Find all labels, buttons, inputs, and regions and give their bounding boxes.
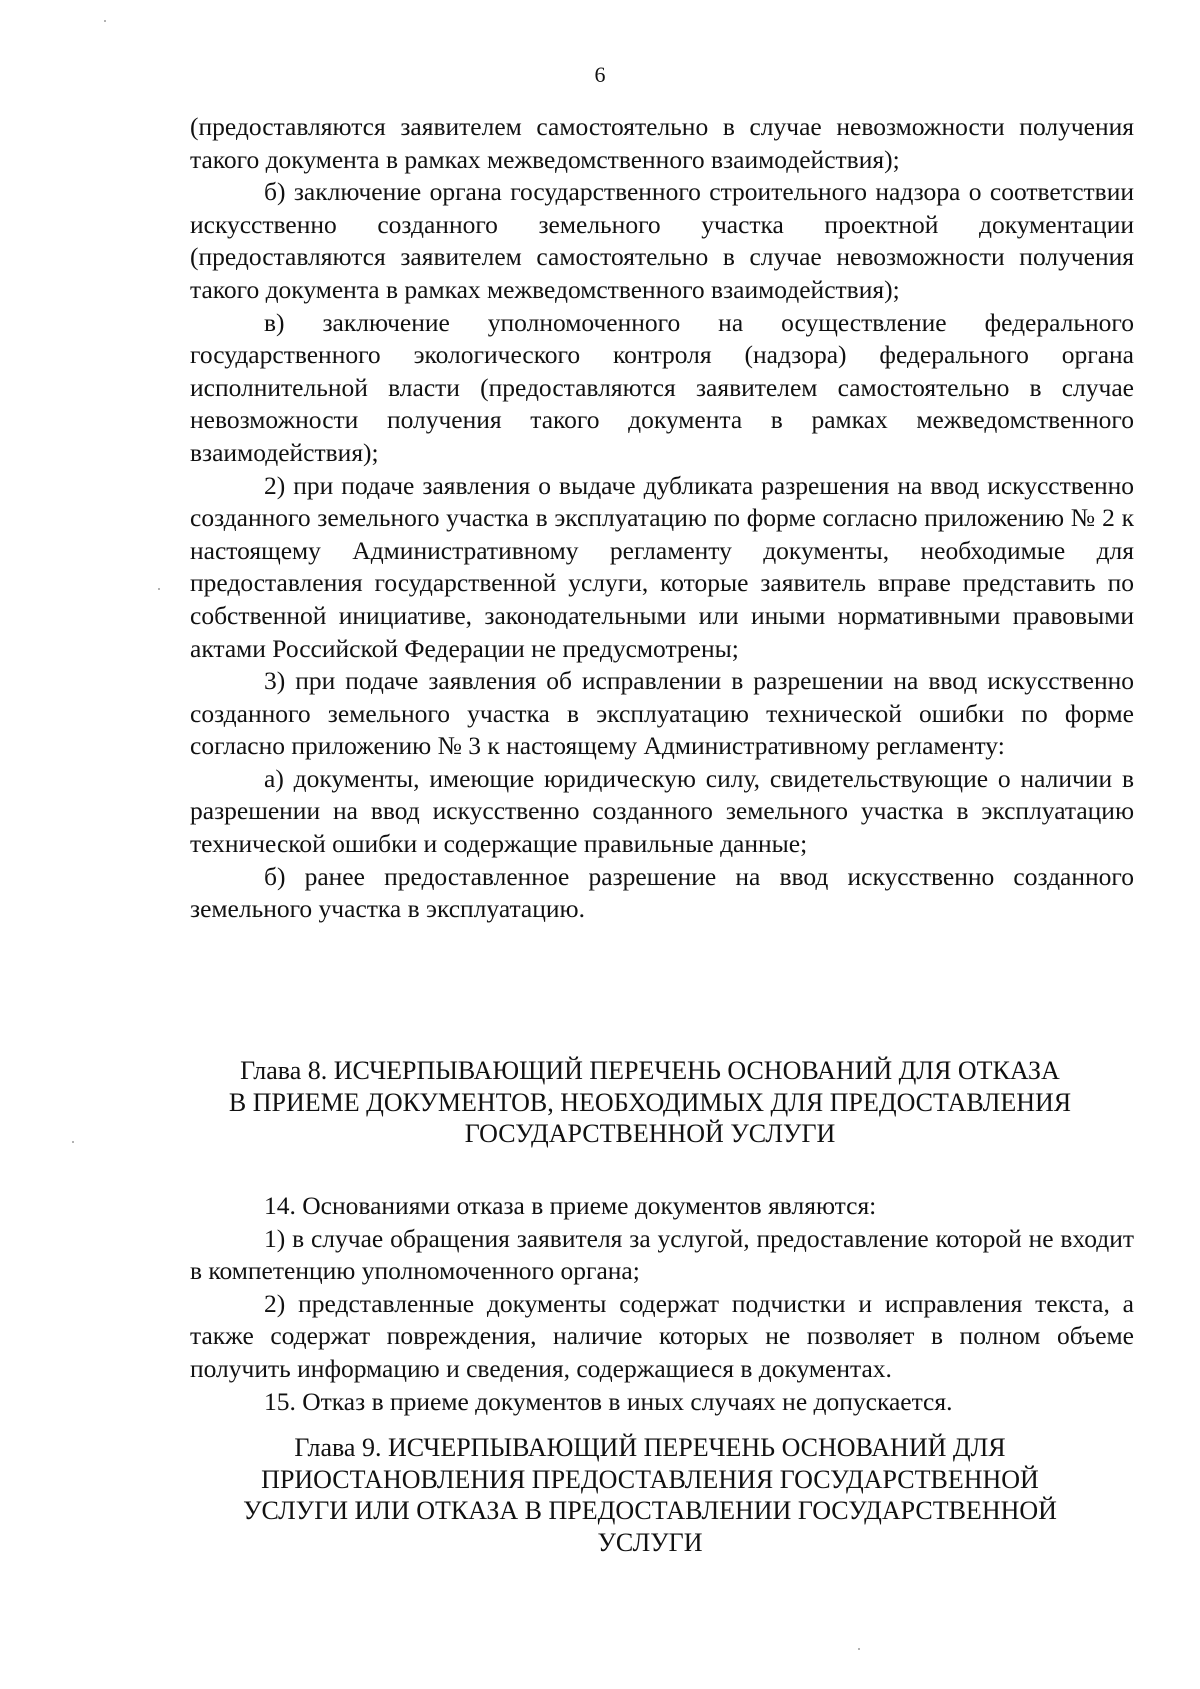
- chapter-8-body: [190, 1190, 1134, 1418]
- paragraph-item-2-duplicate: 2) при подаче заявления о выдаче дубликата разрешения на ввод искусственно созданного земельного участка в эксплуатацию по форме согласно приложению № 2 к настоящему Административному регламенту документы, необходимые для предоставления государственной услуги, которые заявитель вправе представить по собственной инициативе, законодательными или иными нормативными правовыми актами Российской Федерации не предусмотрены;: [190, 470, 1134, 663]
- paragraph-item-a-documents: а) документы, имеющие юридическую силу, свидетельствующие о наличии в разрешении на ввод искусственно созданного земельного участка в эксплуатацию технической ошибки и содержащие правильные данные;: [190, 763, 1134, 859]
- scan-speck: [72, 1141, 74, 1143]
- page-number: 6: [594, 62, 606, 87]
- paragraph-14-item-2: 2) представленные документы содержат подчистки и исправления текста, а также содержат повреждения, наличие которых не позволяет в полном объеме получить информацию и сведения, содержащиеся в документах.: [190, 1288, 1134, 1383]
- paragraph-item-v-conclusion: в) заключение уполномоченного на осуществление федерального государственного экологического контроля (надзора) федерального органа исполнительной власти (предоставляются заявителем самостоятельно в случае невозможности получения такого документа в рамках межведомственного взаимодействия);: [190, 307, 1134, 467]
- chapter-8-title-line: Глава 8. ИСЧЕРПЫВАЮЩИЙ ПЕРЕЧЕНЬ ОСНОВАНИЙ ДЛЯ ОТКАЗА: [240, 1056, 1060, 1085]
- chapter-9-title-line: Глава 9. ИСЧЕРПЫВАЮЩИЙ ПЕРЕЧЕНЬ ОСНОВАНИЙ ДЛЯ: [294, 1433, 1006, 1462]
- chapter-8-title-line: В ПРИЕМЕ ДОКУМЕНТОВ, НЕОБХОДИМЫХ ДЛЯ ПРЕДОСТАВЛЕНИЯ: [228, 1087, 1072, 1117]
- paragraph-15: 15. Отказ в приеме документов в иных случаях не допускается.: [264, 1386, 953, 1416]
- paragraph-item-b-permit: б) ранее предоставленное разрешение на ввод искусственно созданного земельного участка в эксплуатацию.: [190, 861, 1134, 924]
- chapter-9-title-line: ПРИОСТАНОВЛЕНИЯ ПРЕДОСТАВЛЕНИЯ ГОСУДАРСТВЕННОЙ: [261, 1464, 1039, 1494]
- paragraph-14: 14. Основаниями отказа в приеме документов являются:: [264, 1191, 877, 1220]
- scan-speck: [104, 20, 106, 22]
- chapter-8-title-line: ГОСУДАРСТВЕННОЙ УСЛУГИ: [464, 1119, 836, 1148]
- chapter-8-heading: [150, 1055, 1150, 1150]
- chapter-9-heading: [150, 1432, 1150, 1558]
- scan-speck: [158, 588, 160, 590]
- chapter-9-title-line: УСЛУГИ ИЛИ ОТКАЗА В ПРЕДОСТАВЛЕНИИ ГОСУДАРСТВЕННОЙ: [243, 1496, 1057, 1525]
- section-1-body: [190, 111, 1134, 926]
- scan-speck: [858, 1648, 860, 1650]
- paragraph-14-item-1: 1) в случае обращения заявителя за услугой, предоставление которой не входит в компетенцию уполномоченного органа;: [190, 1223, 1134, 1286]
- paragraph-continuation: (предоставляются заявителем самостоятельно в случае невозможности получения такого документа в рамках межведомственного взаимодействия);: [190, 112, 1134, 174]
- chapter-9-title-line: УСЛУГИ: [597, 1527, 703, 1557]
- paragraph-item-b-conclusion: б) заключение органа государственного строительного надзора о соответствии искусственно созданного земельного участка проектной документации (предоставляются заявителем самостоятельно в случае невозможности получения такого документа в рамках межведомственного взаимодействия);: [190, 177, 1134, 304]
- paragraph-item-3-correction: 3) при подаче заявления об исправлении в разрешении на ввод искусственно созданного земельного участка в эксплуатацию технической ошибки по форме согласно приложению № 3 к настоящему Административному регламенту:: [190, 666, 1134, 761]
